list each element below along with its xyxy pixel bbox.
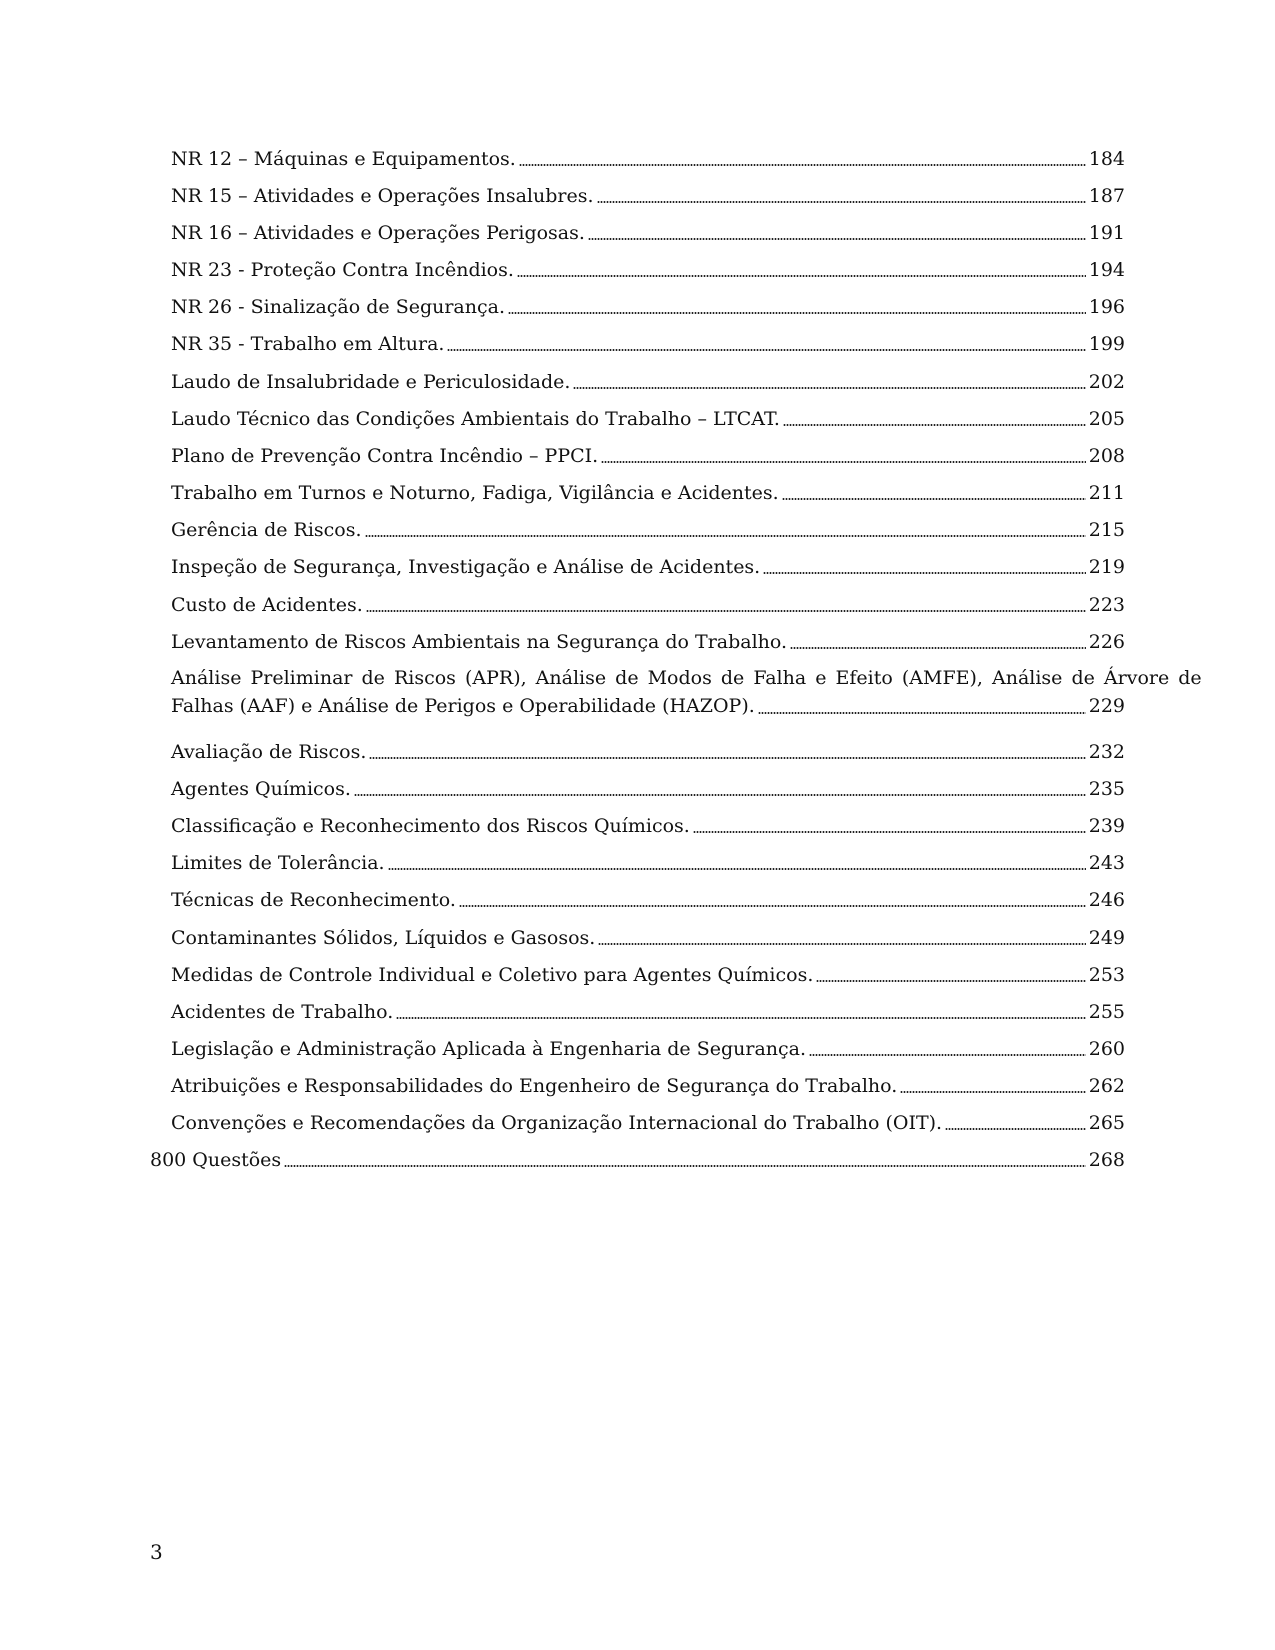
dot-leader: [366, 610, 1086, 612]
toc-entry[interactable]: [171, 140, 1125, 170]
dot-leader: [588, 238, 1086, 240]
toc-entry[interactable]: [171, 511, 1125, 541]
toc-entry-title: Acidentes de Trabalho.: [171, 1001, 394, 1023]
toc-entry[interactable]: [171, 881, 1125, 911]
toc-entry[interactable]: [171, 474, 1125, 504]
toc-entry-page: 223: [1088, 594, 1125, 616]
toc-entry-page: 184: [1088, 148, 1125, 170]
dot-leader: [369, 757, 1085, 759]
toc-entry[interactable]: [171, 1104, 1125, 1134]
toc-entry-title: NR 26 - Sinalização de Segurança.: [171, 296, 506, 318]
toc-entry-page: 208: [1088, 445, 1125, 467]
toc-entry-title-line1: Análise Preliminar de Riscos (APR), Análise de Modos de Falha e Efeito (AMFE), Análise de Árvore de: [171, 667, 1202, 689]
dot-leader: [790, 647, 1086, 649]
dot-leader: [900, 1091, 1085, 1093]
toc-entry-title: Atribuições e Responsabilidades do Engenheiro de Segurança do Trabalho.: [171, 1075, 898, 1097]
dot-leader: [597, 201, 1086, 203]
toc-entry-page: 199: [1088, 333, 1125, 355]
toc-entry-page: 205: [1088, 408, 1125, 430]
toc-entry[interactable]: [171, 733, 1125, 763]
toc-entry-page: 232: [1088, 741, 1125, 763]
toc-entry-page: 194: [1088, 259, 1125, 281]
toc-entry-page: 202: [1088, 371, 1125, 393]
toc-entry-title: Levantamento de Riscos Ambientais na Segurança do Trabalho.: [171, 631, 788, 653]
dot-leader: [284, 1165, 1086, 1167]
toc-entry[interactable]: [171, 1067, 1125, 1097]
toc-entry-page: 196: [1088, 296, 1125, 318]
toc-entry[interactable]: [171, 1030, 1125, 1060]
dot-leader: [508, 312, 1086, 314]
toc-entry[interactable]: [171, 400, 1125, 430]
toc-entry[interactable]: [171, 770, 1125, 800]
dot-leader: [447, 349, 1085, 351]
toc-entry[interactable]: [171, 251, 1125, 281]
toc-entry[interactable]: [171, 437, 1125, 467]
toc-entry-page: 255: [1088, 1001, 1125, 1023]
toc-entry-line2: [171, 692, 1125, 720]
dot-leader: [388, 868, 1086, 870]
toc-entry[interactable]: [171, 993, 1125, 1023]
toc-entry[interactable]: [171, 919, 1125, 949]
toc-entry-title: NR 12 – Máquinas e Equipamentos.: [171, 148, 516, 170]
footer-page-number: 3: [150, 1540, 163, 1564]
toc-entry-page: 246: [1088, 889, 1125, 911]
toc-entry-page: 235: [1088, 778, 1125, 800]
toc-entry[interactable]: [171, 363, 1125, 393]
toc-entry[interactable]: [171, 288, 1125, 318]
toc-entry[interactable]: [171, 807, 1125, 837]
toc-entry-title: Plano de Prevenção Contra Incêndio – PPCI.: [171, 445, 599, 467]
dot-leader: [783, 424, 1086, 426]
toc-entry-title: Agentes Químicos.: [171, 778, 351, 800]
dot-leader: [396, 1017, 1086, 1019]
toc-entry-title: Trabalho em Turnos e Noturno, Fadiga, Vigilância e Acidentes.: [171, 482, 779, 504]
toc-entry-title: Legislação e Administração Aplicada à Engenharia de Segurança.: [171, 1038, 807, 1060]
toc-entry-page: 243: [1088, 852, 1125, 874]
toc-entry-title: Contaminantes Sólidos, Líquidos e Gasosos.: [171, 927, 596, 949]
toc-entry-title: NR 15 – Atividades e Operações Insalubres.: [171, 185, 594, 207]
toc-entry-title: Classificação e Reconhecimento dos Riscos Químicos.: [171, 815, 690, 837]
toc-entry-page: 239: [1088, 815, 1125, 837]
toc-entry-title: Avaliação de Riscos.: [171, 741, 367, 763]
toc-entry-page: 253: [1088, 964, 1125, 986]
toc-entry-page: 226: [1088, 631, 1125, 653]
dot-leader: [354, 794, 1086, 796]
toc-entry-title: Medidas de Controle Individual e Coletivo para Agentes Químicos.: [171, 964, 814, 986]
toc-entry[interactable]: [171, 214, 1125, 244]
toc-entry-title: Limites de Tolerância.: [171, 852, 385, 874]
dot-leader: [816, 980, 1085, 982]
toc-entry-title: NR 16 – Atividades e Operações Perigosas.: [171, 222, 585, 244]
dot-leader: [758, 712, 1086, 714]
dot-leader: [601, 461, 1086, 463]
dot-leader: [459, 905, 1086, 907]
toc-entry-page: 268: [1088, 1149, 1125, 1171]
dot-leader: [945, 1128, 1086, 1130]
toc-entry-title: Inspeção de Segurança, Investigação e Análise de Acidentes.: [171, 556, 761, 578]
toc-entry-page: 249: [1088, 927, 1125, 949]
toc-entry[interactable]: [171, 177, 1125, 207]
toc-entry-title: Laudo Técnico das Condições Ambientais do Trabalho – LTCAT.: [171, 408, 780, 430]
dot-leader: [693, 831, 1086, 833]
dot-leader: [809, 1054, 1086, 1056]
toc-entry[interactable]: [171, 548, 1125, 578]
toc-entry[interactable]: [171, 325, 1125, 355]
dot-leader: [519, 164, 1086, 166]
dot-leader: [573, 387, 1085, 389]
toc-entry-page: 262: [1088, 1075, 1125, 1097]
toc-entry-title: 800 Questões: [150, 1149, 282, 1171]
toc-entry-title: NR 23 - Proteção Contra Incêndios.: [171, 259, 514, 281]
toc-entry[interactable]: [171, 586, 1125, 616]
dot-leader: [517, 275, 1086, 277]
toc-entry-page: 260: [1088, 1038, 1125, 1060]
toc-entry[interactable]: [171, 956, 1125, 986]
toc-entry-page: 265: [1088, 1112, 1125, 1134]
toc-entry-title: Custo de Acidentes.: [171, 594, 363, 616]
dot-leader: [782, 498, 1086, 500]
toc-entry-title: Técnicas de Reconhecimento.: [171, 889, 456, 911]
toc-entry-title: Convenções e Recomendações da Organização Internacional do Trabalho (OIT).: [171, 1112, 943, 1134]
toc-entry[interactable]: [171, 623, 1125, 653]
dot-leader: [598, 943, 1085, 945]
toc-entry-title: NR 35 - Trabalho em Altura.: [171, 333, 445, 355]
toc-entry[interactable]: [171, 844, 1125, 874]
toc-entry-page: 219: [1088, 556, 1125, 578]
toc-entry-title: Laudo de Insalubridade e Periculosidade.: [171, 371, 571, 393]
toc-entry-page: 215: [1088, 519, 1125, 541]
toc-entry-page: 229: [1088, 695, 1125, 717]
toc-entry-page: 187: [1088, 185, 1125, 207]
toc-entry-page: 191: [1088, 222, 1125, 244]
toc-entry-title-line2: Falhas (AAF) e Análise de Perigos e Operabilidade (HAZOP).: [171, 695, 755, 717]
dot-leader: [365, 535, 1086, 537]
toc-entry-title: Gerência de Riscos.: [171, 519, 362, 541]
toc-entry-multiline[interactable]: [171, 664, 1202, 720]
toc-entry-top-level[interactable]: [150, 1141, 1125, 1171]
toc-entry-page: 211: [1088, 482, 1125, 504]
dot-leader: [763, 572, 1086, 574]
